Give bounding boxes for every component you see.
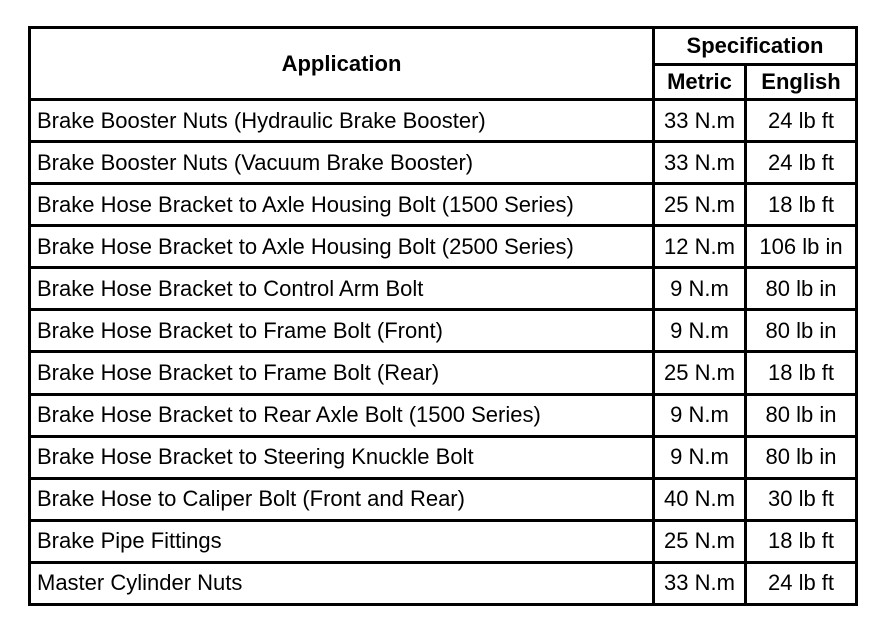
metric-cell: 40 N.m bbox=[654, 478, 746, 520]
metric-cell: 33 N.m bbox=[654, 100, 746, 142]
metric-header: Metric bbox=[654, 65, 746, 100]
table-row bbox=[30, 184, 857, 226]
application-cell: Brake Booster Nuts (Hydraulic Brake Booster) bbox=[30, 100, 654, 142]
english-cell: 18 lb ft bbox=[746, 184, 857, 226]
metric-cell: 9 N.m bbox=[654, 310, 746, 352]
english-cell: 24 lb ft bbox=[746, 100, 857, 142]
english-cell: 80 lb in bbox=[746, 394, 857, 436]
table-row bbox=[30, 100, 857, 142]
metric-cell: 9 N.m bbox=[654, 268, 746, 310]
application-cell: Master Cylinder Nuts bbox=[30, 562, 654, 604]
table-row bbox=[30, 310, 857, 352]
english-cell: 106 lb in bbox=[746, 226, 857, 268]
metric-cell: 12 N.m bbox=[654, 226, 746, 268]
fastener-specification-table bbox=[28, 26, 858, 606]
table-body bbox=[30, 100, 857, 605]
english-cell: 30 lb ft bbox=[746, 478, 857, 520]
table-row bbox=[30, 142, 857, 184]
metric-cell: 33 N.m bbox=[654, 142, 746, 184]
metric-cell: 25 N.m bbox=[654, 184, 746, 226]
table-row bbox=[30, 394, 857, 436]
application-cell: Brake Hose to Caliper Bolt (Front and Rear) bbox=[30, 478, 654, 520]
metric-cell: 25 N.m bbox=[654, 352, 746, 394]
table-row bbox=[30, 268, 857, 310]
metric-cell: 25 N.m bbox=[654, 520, 746, 562]
table-row bbox=[30, 226, 857, 268]
table-row bbox=[30, 478, 857, 520]
english-cell: 24 lb ft bbox=[746, 562, 857, 604]
table-row bbox=[30, 352, 857, 394]
application-cell: Brake Hose Bracket to Frame Bolt (Rear) bbox=[30, 352, 654, 394]
english-cell: 18 lb ft bbox=[746, 520, 857, 562]
specification-header: Specification bbox=[654, 28, 857, 65]
english-header: English bbox=[746, 65, 857, 100]
english-cell: 80 lb in bbox=[746, 268, 857, 310]
application-cell: Brake Hose Bracket to Axle Housing Bolt (2500 Series) bbox=[30, 226, 654, 268]
english-cell: 24 lb ft bbox=[746, 142, 857, 184]
application-header: Application bbox=[30, 28, 654, 100]
application-cell: Brake Hose Bracket to Axle Housing Bolt (1500 Series) bbox=[30, 184, 654, 226]
application-cell: Brake Hose Bracket to Frame Bolt (Front) bbox=[30, 310, 654, 352]
metric-cell: 33 N.m bbox=[654, 562, 746, 604]
english-cell: 80 lb in bbox=[746, 310, 857, 352]
table-row bbox=[30, 562, 857, 604]
english-cell: 80 lb in bbox=[746, 436, 857, 478]
table-row bbox=[30, 520, 857, 562]
application-cell: Brake Hose Bracket to Steering Knuckle Bolt bbox=[30, 436, 654, 478]
application-cell: Brake Booster Nuts (Vacuum Brake Booster) bbox=[30, 142, 654, 184]
metric-cell: 9 N.m bbox=[654, 436, 746, 478]
table-row bbox=[30, 436, 857, 478]
application-cell: Brake Hose Bracket to Control Arm Bolt bbox=[30, 268, 654, 310]
metric-cell: 9 N.m bbox=[654, 394, 746, 436]
application-cell: Brake Pipe Fittings bbox=[30, 520, 654, 562]
application-cell: Brake Hose Bracket to Rear Axle Bolt (1500 Series) bbox=[30, 394, 654, 436]
english-cell: 18 lb ft bbox=[746, 352, 857, 394]
